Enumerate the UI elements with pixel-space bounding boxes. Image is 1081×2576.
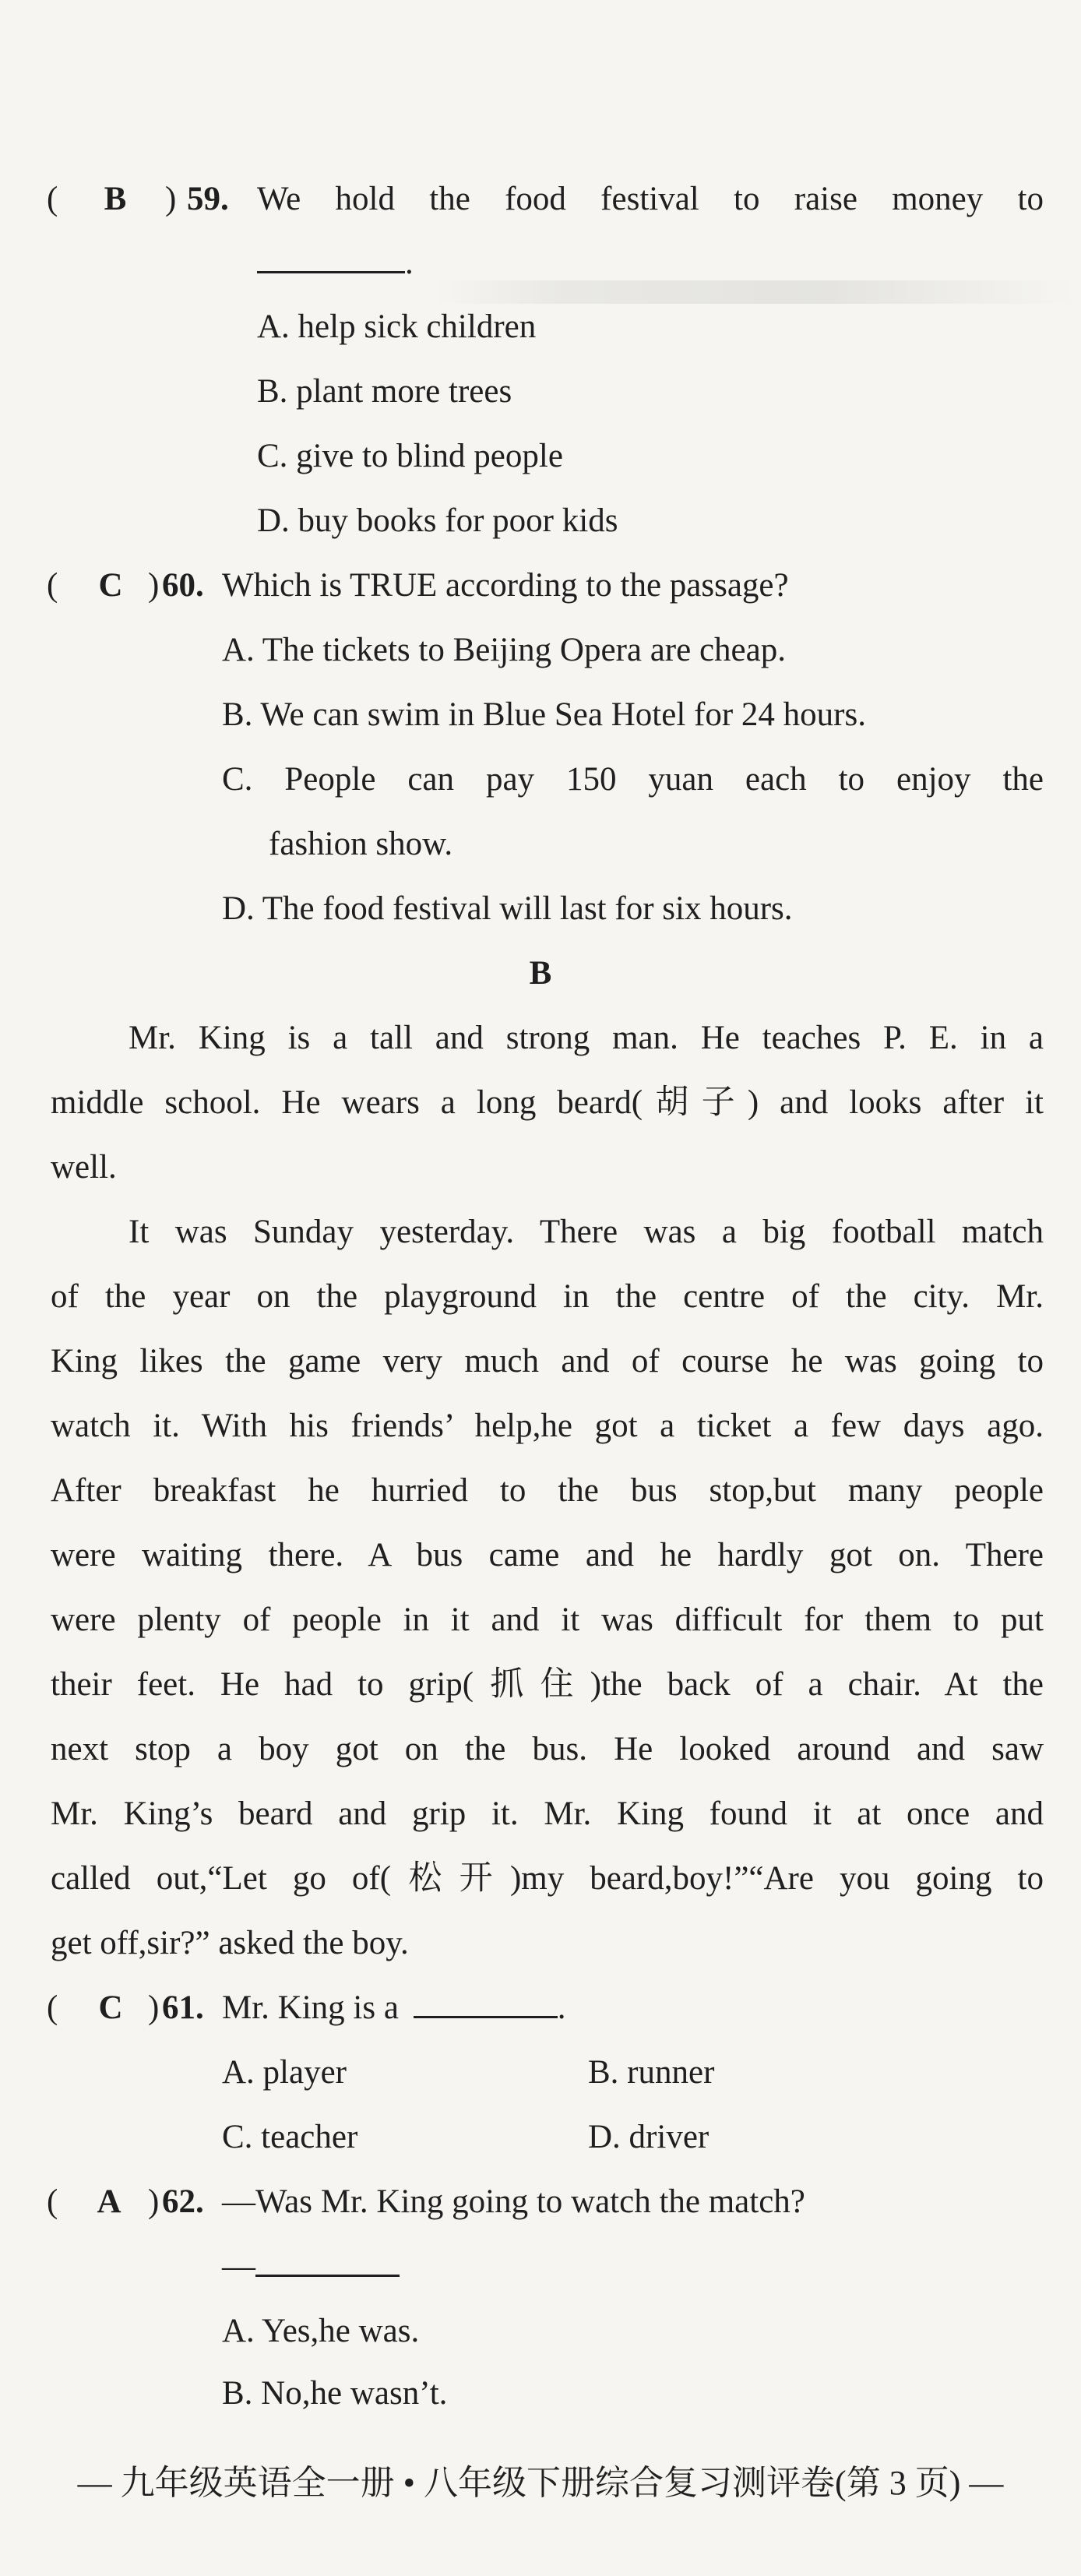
reply-dash: — (222, 2248, 255, 2285)
option-b: B. runner (588, 2054, 715, 2091)
answer-blank (257, 263, 405, 273)
stem-end: . (405, 245, 414, 281)
question-number: 60. (162, 567, 204, 604)
option-b: B. plant more trees (257, 373, 512, 410)
passage-line: were plenty of people in it and it was difficult for them to put (51, 1602, 1044, 1638)
passage-line: Mr. King is a tall and strong man. He teaches P. E. in a (129, 1020, 1044, 1056)
question-stem: We hold the food festival to raise money to (257, 181, 1044, 217)
question-stem: Which is TRUE according to the passage? (222, 567, 789, 604)
question-number: 59. (187, 181, 229, 217)
answer-blank (414, 2008, 558, 2018)
passage-line: next stop a boy got on the bus. He looked around and saw (51, 1731, 1044, 1767)
passage-line: King likes the game very much and of course he was going to (51, 1343, 1044, 1380)
question-number: 62. (162, 2183, 204, 2220)
option-b: B. No,he wasn’t. (222, 2375, 448, 2412)
stem-text: Mr. King is a (222, 1989, 399, 2026)
passage-line: Mr. King’s beard and grip it. Mr. King found it at once and (51, 1795, 1044, 1832)
option-a: A. The tickets to Beijing Opera are cheap. (222, 632, 786, 668)
answer-blank (255, 2267, 400, 2277)
answer-61: C (98, 1989, 123, 2026)
option-a: A. help sick children (257, 308, 537, 345)
scan-smudge (436, 280, 1075, 304)
section-heading: B (529, 955, 552, 992)
option-d: D. driver (588, 2119, 710, 2155)
passage-line: well. (51, 1149, 117, 1186)
answer-60: C (98, 567, 123, 604)
question-stem: —Was Mr. King going to watch the match? (222, 2183, 805, 2220)
option-b: B. We can swim in Blue Sea Hotel for 24 hours. (222, 696, 866, 733)
answer-62: A (97, 2183, 121, 2220)
answer-59: B (104, 181, 127, 217)
question-number: 61. (162, 1989, 204, 2026)
passage-line: called out,“Let go of(松开)my beard,boy!”“Are you going to (51, 1860, 1044, 1897)
answer-close-paren: ) (148, 1989, 160, 2026)
passage-line: middle school. He wears a long beard(胡子) and looks after it (51, 1084, 1044, 1121)
answer-open-paren: ( (47, 567, 58, 604)
option-a: A. Yes,he was. (222, 2313, 420, 2349)
passage-line: their feet. He had to grip(抓住)the back of a chair. At the (51, 1666, 1044, 1703)
question-stem-continuation (257, 241, 414, 285)
answer-close-paren: ) (148, 567, 160, 604)
passage-line: were waiting there. A bus came and he hardly got on. There (51, 1537, 1044, 1573)
option-c: C. give to blind people (257, 438, 563, 474)
answer-open-paren: ( (47, 181, 58, 217)
option-c-continuation: fashion show. (269, 826, 453, 862)
option-c: C. People can pay 150 yuan each to enjoy the (222, 761, 1044, 798)
stem-end: . (557, 1989, 566, 2026)
option-a: A. player (222, 2054, 347, 2091)
option-c: C. teacher (222, 2119, 358, 2155)
passage-line: get off,sir?” asked the boy. (51, 1925, 409, 1961)
passage-line: It was Sunday yesterday. There was a big football match (129, 1214, 1044, 1250)
option-d: D. The food festival will last for six hours. (222, 890, 793, 927)
reply-line (222, 2245, 400, 2289)
answer-close-paren: ) (165, 181, 177, 217)
passage-line: After breakfast he hurried to the bus stop,but many people (51, 1472, 1044, 1509)
page-footer: — 九年级英语全一册 • 八年级下册综合复习测评卷(第 3 页) — (77, 2464, 1004, 2502)
passage-line: of the year on the playground in the centre of the city. Mr. (51, 1278, 1044, 1315)
answer-open-paren: ( (47, 1989, 58, 2026)
answer-close-paren: ) (148, 2183, 160, 2220)
question-stem (222, 1986, 565, 2030)
option-d: D. buy books for poor kids (257, 502, 618, 539)
passage-line: watch it. With his friends’ help,he got a ticket a few days ago. (51, 1408, 1044, 1444)
answer-open-paren: ( (47, 2183, 58, 2220)
